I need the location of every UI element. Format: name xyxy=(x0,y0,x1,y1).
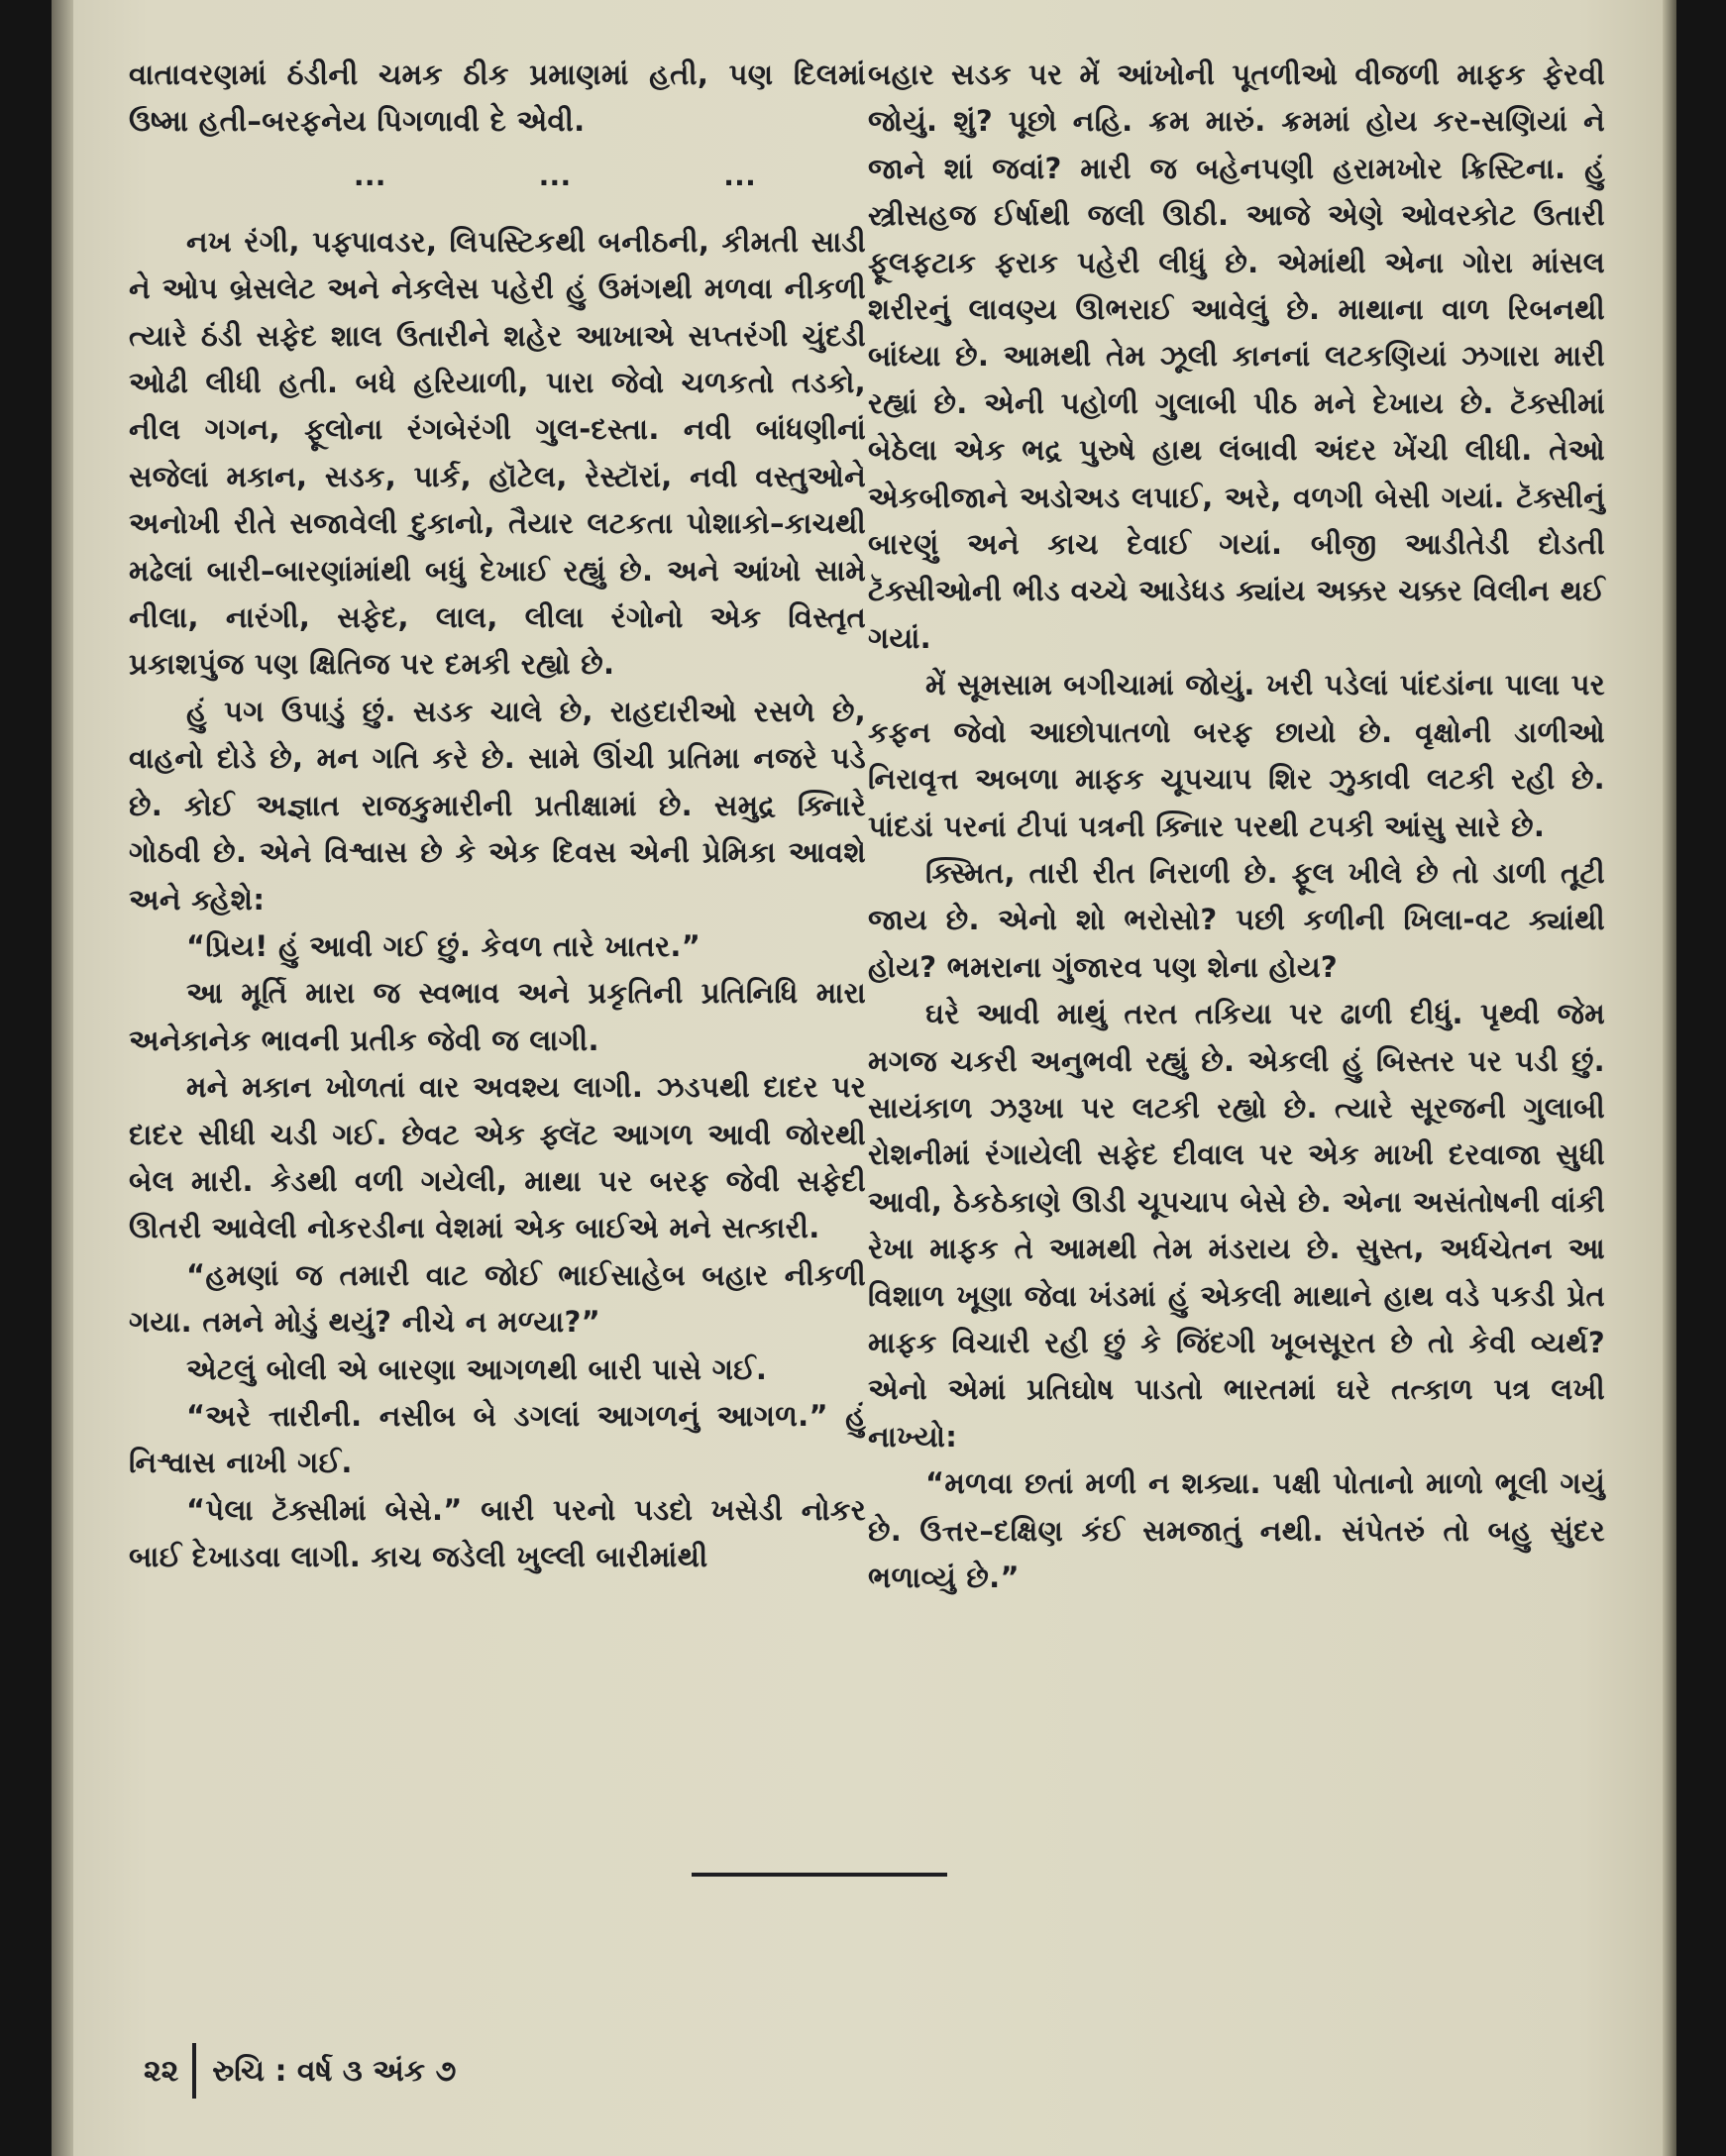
section-break-dots xyxy=(277,159,832,192)
quotation: “હમણાં જ તમારી વાટ જોઈ ભાઈસાહેબ બહાર નીકળી ગયા. તમને મોડું થયું? નીચે ન મળ્યા?” xyxy=(129,1257,866,1340)
paragraph: ક્સ્મિત, તારી રીત નિરાળી છે. ફૂલ ખીલે છે તો ડાળી તૂટી જાય છે. એનો શો ભરોસો? પછી કળીની ખિલા-વટ ક્યાંથી હોય? ભમરાના ગુંજારવ પણ શેના હોય? xyxy=(868,855,1605,984)
right-text-column xyxy=(868,52,1605,1601)
paragraph: મને મકાન ખોળતાં વાર અવશ્ય લાગી. ઝડપથી દાદર પર દાદર સીધી ચડી ગઈ. છેવટ એક ફ્લૅટ આગળ આવી જોરથી બેલ મારી. કેડથી વળી ગયેલી, માથા પર બરફ જેવી સફેદી ઊતરી આવેલી નોકરડીના વેશમાં એક બાઈએ મને સત્કારી. xyxy=(129,1070,866,1245)
paragraph: આ મૂર્તિ મારા જ સ્વભાવ અને પ્રકૃતિની પ્રતિનિધિ મારા અનેકાનેક ભાવની પ્રતીક જેવી જ લાગી. xyxy=(129,976,866,1057)
page-footer xyxy=(144,2041,456,2101)
quotation: “અરે ત્તારીની. નસીબ બે ડગલાં આગળનું આગળ.” હું નિશ્વાસ નાખી ગઈ. xyxy=(129,1398,866,1480)
footer-divider xyxy=(192,2043,196,2099)
paragraph: એટલું બોલી એ બારણા આગળથી બારી પાસે ગઈ. xyxy=(186,1351,768,1386)
quotation: “મળવા છતાં મળી ન શક્યા. પક્ષી પોતાનો માળો ભૂલી ગયું છે. ઉત્તર–દક્ષિણ કંઈ સમજાતું નથી. સંપેતરું તો બહુ સુંદર ભળાવ્યું છે.” xyxy=(868,1466,1605,1594)
paragraph: બહાર સડક પર મેં આંખોની પૂતળીઓ વીજળી માફક ફેરવી જોયું. શું? પૂછો નહિ. ક્રમ મારું. ક્રમમાં હોય કર-સણિયાં ને જાને શાં જવાં? મારી જ બહેનપણી હરામખોર ક્રિસ્ટિના. હું સ્ત્રીસહજ ઈર્ષાથી જલી ઊઠી. આજે એણે ઓવરકોટ ઉતારી ફૂલફટાક ફરાક પહેરી લીધું છે. એમાંથી એના ગોરા માંસલ શરીરનું લાવણ્ય ઊભરાઈ આવેલું છે. માથાના વાળ રિબનથી બાંધ્યા છે. આમથી તેમ ઝૂલી કાનનાં લટકણિયાં ઝગારા મારી રહ્યાં છે. એની પહોળી ગુલાબી પીઠ મને દેખાય છે. ટૅક્સીમાં બેઠેલા એક ભદ્ર પુરુષે હાથ લંબાવી અંદર ખેંચી લીધી. તેઓ એકબીજાને અડોઅડ લપાઈ, અરે, વળગી બેસી ગયાં. ટૅક્સીનું બારણું અને કાચ દેવાઈ ગયાં. બીજી આડીતેડી દોડતી ટૅક્સીઓની ભીડ વચ્ચે આડેધડ ક્યાંય અક્કર ચક્કર વિલીન થઈ ગયાં. xyxy=(868,57,1605,655)
left-text-column xyxy=(129,52,866,1581)
paragraph: વાતાવરણમાં ઠંડીની ચમક ઠીક પ્રમાણમાં હતી, પણ દિલમાં ઉષ્મા હતી–બરફનેય પિગળાવી દે એવી. xyxy=(129,57,866,139)
paragraph: ઘરે આવી માથું તરત તકિયા પર ઢાળી દીધું. પૃથ્વી જેમ મગજ ચકરી અનુભવી રહ્યું છે. એકલી હું બિસ્તર પર પડી છું. સાયંકાળ ઝરૂખા પર લટકી રહ્યો છે. ત્યારે સૂરજની ગુલાબી રોશનીમાં રંગાયેલી સફેદ દીવાલ પર એક માખી દરવાજા સુધી આવી, ઠેકઠેકાણે ઊડી ચૂપચાપ બેસે છે. એના અસંતોષની વાંકી રેખા માફક તે આમથી તેમ મંડરાય છે. સુસ્ત, અર્ધચેતન આ વિશાળ ખૂણા જેવા ખંડમાં હું એકલી માથાને હાથ વડે પકડી પ્રેત માફક વિચારી રહી છું કે જિંદગી ખૂબસૂરત છે તો કેવી વ્યર્થ? એનો એમાં પ્રતિઘોષ પાડતો ભારતમાં ઘરે તત્કાળ પત્ર લખી નાખ્યો: xyxy=(868,997,1605,1454)
ellipsis: ... xyxy=(538,159,572,192)
page-spine-shadow xyxy=(52,0,73,2156)
paragraph: હું પગ ઉપાડું છું. સડક ચાલે છે, રાહદારીઓ રસળે છે, વાહનો દોડે છે, મન ગતિ કરે છે. સામે ઊંચી પ્રતિમા નજરે પડે છે. કોઈ અજ્ઞાત રાજકુમારીની પ્રતીક્ષામાં છે. સમુદ્ર ક્નિારે ગોઠવી છે. એને વિશ્વાસ છે કે એક દિવસ એની પ્રેમિકા આવશે અને ક્હેશે: xyxy=(129,694,866,916)
page-edge-shadow xyxy=(1663,0,1676,2156)
publication-info: રુચિ : વર્ષ ૩ અંક ૭ xyxy=(212,2053,457,2089)
page-number: ૨૨ xyxy=(144,2053,179,2089)
paragraph: મેં સૂમસામ બગીચામાં જોયું. ખરી પડેલાં પાંદડાંના પાલા પર કફન જેવો આછોપાતળો બરફ છાયો છે. વૃક્ષોની ડાળીઓ નિરાવૃત્ત અબળા માફક ચૂપચાપ શિર ઝુકાવી લટકી રહી છે. પાંદડાં પરનાં ટીપાં પત્રની ક્નિાર પરથી ટપકી આંસુ સારે છે. xyxy=(868,668,1605,843)
end-of-story-rule xyxy=(692,1873,947,1877)
quotation: “પેલા ટૅક્સીમાં બેસે.” બારી પરનો પડદો ખસેડી નોકર બાઈ દેખાડવા લાગી. કાચ જડેલી ખુલ્લી બારીમાંથી xyxy=(129,1492,866,1574)
ellipsis: ... xyxy=(353,159,386,192)
ellipsis: ... xyxy=(723,159,757,192)
paragraph: નખ રંગી, પફ્પાવડર, લિપસ્ટિકથી બનીઠની, કીમતી સાડી ને ઓપ બ્રેસલેટ અને નેકલેસ પહેરી હું ઉમંગથી મળવા નીકળી ત્યારે ઠંડી સફેદ શાલ ઉતારીને શહેર આખાએ સપ્તરંગી ચુંદડી ઓઢી લીધી હતી. બધે હરિયાળી, પારા જેવો ચળકતો તડકો, નીલ ગગન, ફૂલોના રંગબેરંગી ગુલ-દસ્તા. નવી બાંધણીનાં સજેલાં મકાન, સડક, પાર્ક, હૉટેલ, રેસ્ટૉરાં, નવી વસ્તુઓને અનોખી રીતે સજાવેલી દુકાનો, તૈયાર લટકતા પોશાકો–કાચથી મઢેલાં બારી–બારણાંમાંથી બધું દેખાઈ રહ્યું છે. અને આંખો સામે નીલા, નારંગી, સફેદ, લાલ, લીલા રંગોનો એક વિસ્તૃત પ્રકાશપુંજ પણ ક્ષિતિજ પર દમકી રહ્યો છે. xyxy=(129,224,866,682)
quotation: “પ્રિય! હું આવી ગઈ છું. કેવળ તારે ખાતર.” xyxy=(186,928,701,963)
